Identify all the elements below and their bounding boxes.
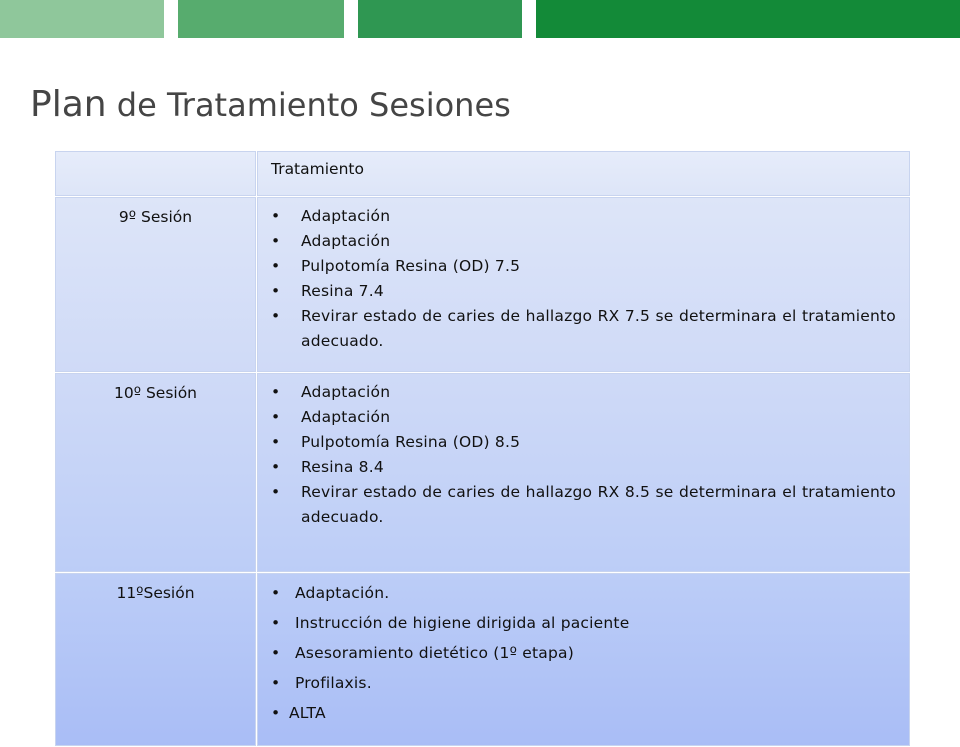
list-item-text: Asesoramiento dietético (1º etapa) [295,644,574,662]
page-title-rest: de Tratamiento Sesiones [106,86,511,124]
list-item [257,380,896,405]
treatment-list [257,573,910,728]
session-cell: 11ºSesión [55,573,257,747]
list-item [257,638,896,668]
top-accent-bar-3 [358,0,522,38]
bullet-icon: • [271,674,281,692]
treatment-cell [257,573,911,747]
header-cell-treatment: Tratamiento [257,151,911,197]
bullet-icon: • [271,433,281,451]
list-item-text: Instrucción de higiene dirigida al paciente [295,614,630,632]
list-item [257,279,896,304]
bullet-icon: • [271,614,281,632]
bullet-icon: • [271,458,281,476]
list-item [257,668,896,698]
bullet-icon: • [271,704,281,722]
bullet-icon: • [271,383,281,401]
treatment-cell [257,373,911,573]
bullet-icon: • [271,644,281,662]
list-item [257,304,896,354]
list-item-text: Revirar estado de caries de hallazgo RX 7.5 se determinara el tratamiento adecuado. [301,307,896,350]
list-item-text: Adaptación [301,232,391,250]
top-accent-bar-1 [0,0,164,38]
table-row [55,373,911,573]
bullet-icon: • [271,257,281,275]
bullet-icon: • [271,232,281,250]
list-item [257,578,896,608]
list-item-text: Resina 8.4 [301,458,384,476]
list-item-text: Adaptación [301,383,391,401]
treatment-plan-table [54,150,911,747]
list-item [257,405,896,430]
top-accent-bar-4 [536,0,960,38]
list-item-text: Profilaxis. [295,674,372,692]
list-item-text: Resina 7.4 [301,282,384,300]
list-item-text: ALTA [289,704,326,722]
top-accent-bar-2 [178,0,344,38]
list-item [257,254,896,279]
list-item-text: Pulpotomía Resina (OD) 7.5 [301,257,521,275]
treatment-cell [257,197,911,373]
list-item-text: Revirar estado de caries de hallazgo RX 8.5 se determinara el tratamiento adecuado. [301,483,896,526]
bullet-icon: • [271,207,281,225]
page-title [30,84,511,125]
page-title-first-word: Plan [30,84,107,125]
bullet-icon: • [271,408,281,426]
list-item [257,608,896,638]
treatment-list [257,197,910,354]
list-item-text: Adaptación [301,408,391,426]
list-item [257,229,896,254]
table-row [55,573,911,747]
list-item-text: Adaptación. [295,584,390,602]
treatment-list [257,373,910,530]
list-item-text: Pulpotomía Resina (OD) 8.5 [301,433,521,451]
table-row [55,197,911,373]
list-item [257,480,896,530]
bullet-icon: • [271,483,281,501]
bullet-icon: • [271,307,281,325]
table-header-row [55,151,911,197]
session-cell: 9º Sesión [55,197,257,373]
list-item [257,430,896,455]
list-item [257,455,896,480]
bullet-icon: • [271,584,281,602]
header-cell-session [55,151,257,197]
bullet-icon: • [271,282,281,300]
list-item [257,698,896,728]
session-cell: 10º Sesión [55,373,257,573]
list-item [257,204,896,229]
list-item-text: Adaptación [301,207,391,225]
